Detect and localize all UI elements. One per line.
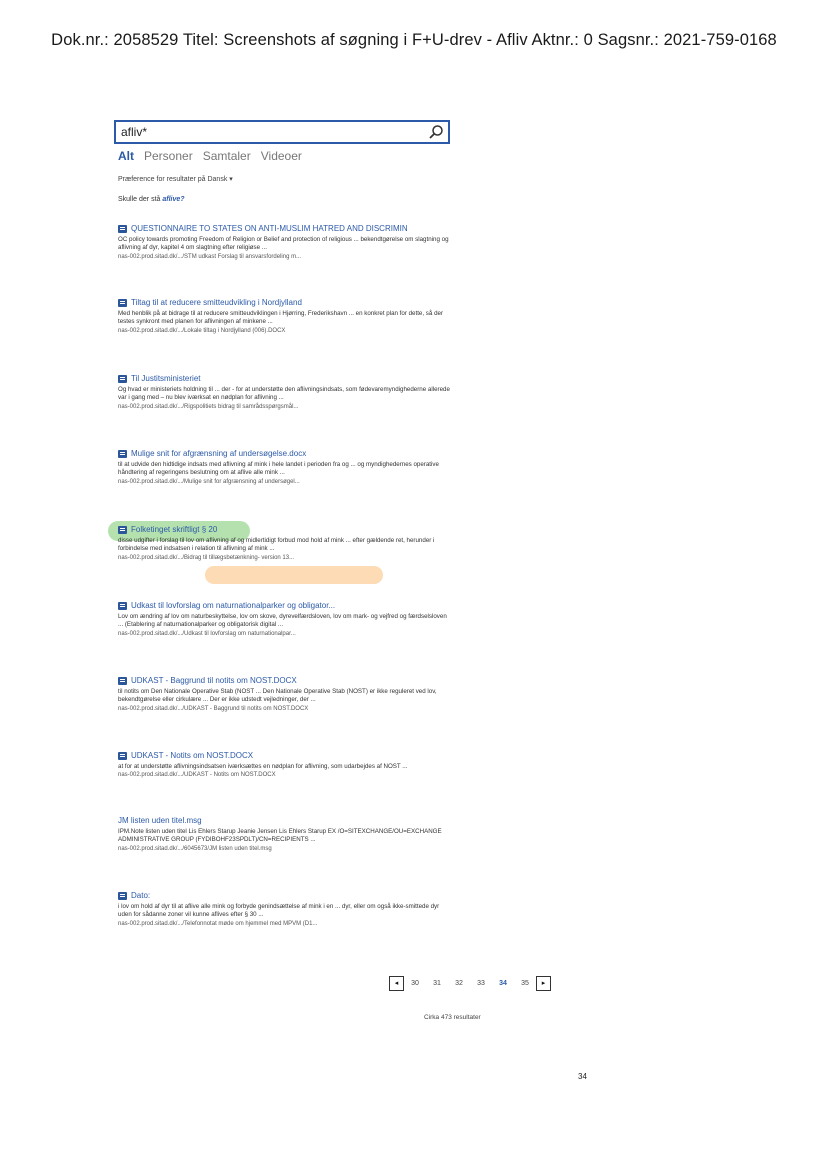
tab-conversations[interactable]: Samtaler	[202, 149, 251, 163]
result-snippet: til notits om Den Nationale Operative Stab (NOST ... Den Nationale Operative Stab (NOST) er ikke reguleret ved lov, bekendtgørelse eller cirkulære ... Der er ikke udstedt vejledninger, der ...	[118, 688, 437, 704]
highlight-marker-orange	[205, 566, 383, 584]
result-url: nas-002.prod.sitad.dk/.../Udkast til lovforslag om naturnationalpar...	[118, 630, 296, 637]
page-link-34-current[interactable]: 34	[499, 979, 507, 987]
tab-all[interactable]: Alt	[118, 149, 134, 163]
result-snippet: til at udvide den hidtidige indsats med aflivning af mink i hele landet i perioden fra og ... og myndighedernes operative håndtering af regeringens beslutning om at aflive alle mink ...	[118, 461, 439, 477]
word-document-icon	[118, 892, 127, 900]
result-snippet: Og hvad er ministeriets holdning til ... der - for at understøtte den aflivningsindsats, som fødevaremyndighederne allerede var i gang med – nu blev iværksat en nødplan for aflivning ...	[118, 386, 450, 402]
search-result	[118, 297, 458, 335]
result-url: nas-002.prod.sitad.dk/.../STM udkast Forslag til ansvarsfordeling m...	[118, 253, 302, 260]
search-result	[118, 750, 458, 779]
search-icon[interactable]	[428, 124, 444, 140]
result-snippet: Med henblik på at bidrage til at reducere smitteudviklingen i Hjørring, Frederikshavn ... en konkret plan for dette, så der testes synkront med planen for aflivningen af minkene ...	[118, 310, 444, 326]
word-document-icon	[118, 450, 127, 458]
word-document-icon	[118, 526, 127, 534]
prev-page-button[interactable]: ◂	[389, 976, 404, 991]
word-document-icon	[118, 299, 127, 307]
result-url: nas-002.prod.sitad.dk/.../Bidrag til tillægsbetænkning- version 13...	[118, 554, 295, 561]
result-title[interactable]: Tiltag til at reducere smitteudvikling i Nordjylland	[131, 298, 302, 307]
result-title[interactable]: Til Justitsministeriet	[131, 374, 201, 383]
result-url: nas-002.prod.sitad.dk/.../UDKAST - Baggrund til notits om NOST.DOCX	[118, 705, 309, 712]
result-title[interactable]: QUESTIONNAIRE TO STATES ON ANTI-MUSLIM HATRED AND DISCRIMIN	[131, 224, 408, 233]
search-result	[118, 223, 458, 261]
pagination	[389, 975, 551, 991]
page-link-31[interactable]: 31	[433, 979, 441, 987]
result-snippet: OC policy towards promoting Freedom of Religion or Belief and protection of religious ... bekendtgørelse om slagtning og aflivning af dyr, kapitel 4 om slagtning efter religiøse ...	[118, 236, 449, 252]
result-title[interactable]: JM listen uden titel.msg	[118, 816, 202, 825]
word-document-icon	[118, 225, 127, 233]
search-result	[118, 600, 458, 638]
word-document-icon	[118, 677, 127, 685]
result-url: nas-002.prod.sitad.dk/.../Rigspolitiets bidrag til samrådsspørgsmål...	[118, 403, 299, 410]
search-result	[118, 373, 458, 411]
next-page-button[interactable]: ▸	[536, 976, 551, 991]
result-snippet: Lov om ændring af lov om naturbeskyttelse, lov om skove, dyrevelfærdsloven, lov om mark- og vejfred og færdselsloven ... (Etablering af naturnationalparker og obligatorisk digital ...	[118, 613, 447, 629]
word-document-icon	[118, 375, 127, 383]
result-title[interactable]: UDKAST - Baggrund til notits om NOST.DOCX	[131, 676, 297, 685]
search-result	[118, 524, 458, 562]
result-count: Cirka 473 resultater	[424, 1014, 481, 1021]
result-url: nas-002.prod.sitad.dk/.../Mulige snit for afgrænsning af undersøgel...	[118, 478, 300, 485]
result-snippet: i lov om hold af dyr til at aflive alle mink og forbyde genindsættelse af mink i en ... dyr, eller om også ikke-smittede dyr uden for sådanne zoner vil kunne aflives efter § 30 ...	[118, 903, 440, 919]
page-link-35[interactable]: 35	[521, 979, 529, 987]
result-url: nas-002.prod.sitad.dk/.../Telefonnotat møde om hjemmel med MPVM (D1...	[118, 920, 318, 927]
result-url: nas-002.prod.sitad.dk/.../Lokale tiltag i Nordjylland (006).DOCX	[118, 327, 286, 334]
tab-videos[interactable]: Videoer	[260, 149, 302, 163]
search-box[interactable]	[114, 120, 450, 144]
word-document-icon	[118, 752, 127, 760]
document-header: Dok.nr.: 2058529 Titel: Screenshots af søgning i F+U-drev - Afliv Aktnr.: 0 Sagsnr.: 2021-759-0168	[51, 31, 777, 49]
result-url: nas-002.prod.sitad.dk/.../UDKAST - Notits om NOST.DOCX	[118, 772, 276, 779]
result-url: nas-002.prod.sitad.dk/.../6045673/JM listen uden titel.msg	[118, 845, 272, 852]
result-title[interactable]: UDKAST - Notits om NOST.DOCX	[131, 751, 254, 760]
result-title[interactable]: Udkast til lovforslag om naturnationalparker og obligator...	[131, 601, 336, 610]
page-link-32[interactable]: 32	[455, 979, 463, 987]
result-snippet: at for at understøtte aflivningsindsatsen iværksættes en nødplan for aflivning, som udarbejdes af NOST ...	[118, 763, 408, 770]
suggestion-link[interactable]: aflive?	[162, 196, 185, 203]
result-title[interactable]: Dato:	[131, 891, 151, 900]
result-snippet: IPM.Note listen uden titel Lis Ehlers Starup Jeanie Jensen Lis Ehlers Starup EX /O=SITEXCHANGE/OU=EXCHANGE ADMINISTRATIVE GROUP (FYDIBOHF23SPDLT)/CN=RECIPIENTS ...	[118, 828, 442, 844]
language-preference[interactable]: Præference for resultater på Dansk ▾	[118, 176, 233, 183]
spelling-suggestion	[118, 196, 185, 203]
search-input[interactable]	[121, 123, 416, 141]
result-snippet: disse udgifter i forslag til lov om aflivning af og midlertidigt forbud mod hold af mink ... efter gældende ret, herunder i forbindelse med indsatsen i relation til aflivning af mink ...	[118, 537, 435, 553]
word-document-icon	[118, 602, 127, 610]
search-result	[118, 890, 458, 928]
page-link-30[interactable]: 30	[411, 979, 419, 987]
tab-people[interactable]: Personer	[144, 149, 193, 163]
suggestion-prefix: Skulle der stå	[118, 196, 163, 203]
search-result	[118, 815, 458, 853]
result-title[interactable]: Mulige snit for afgrænsning af undersøgelse.docx	[131, 449, 307, 458]
page-link-33[interactable]: 33	[477, 979, 485, 987]
search-result	[118, 675, 458, 713]
search-result	[118, 448, 458, 486]
search-tabs	[118, 149, 302, 165]
page-number: 34	[578, 1072, 587, 1081]
result-title[interactable]: Folketinget skriftligt § 20	[131, 525, 218, 534]
